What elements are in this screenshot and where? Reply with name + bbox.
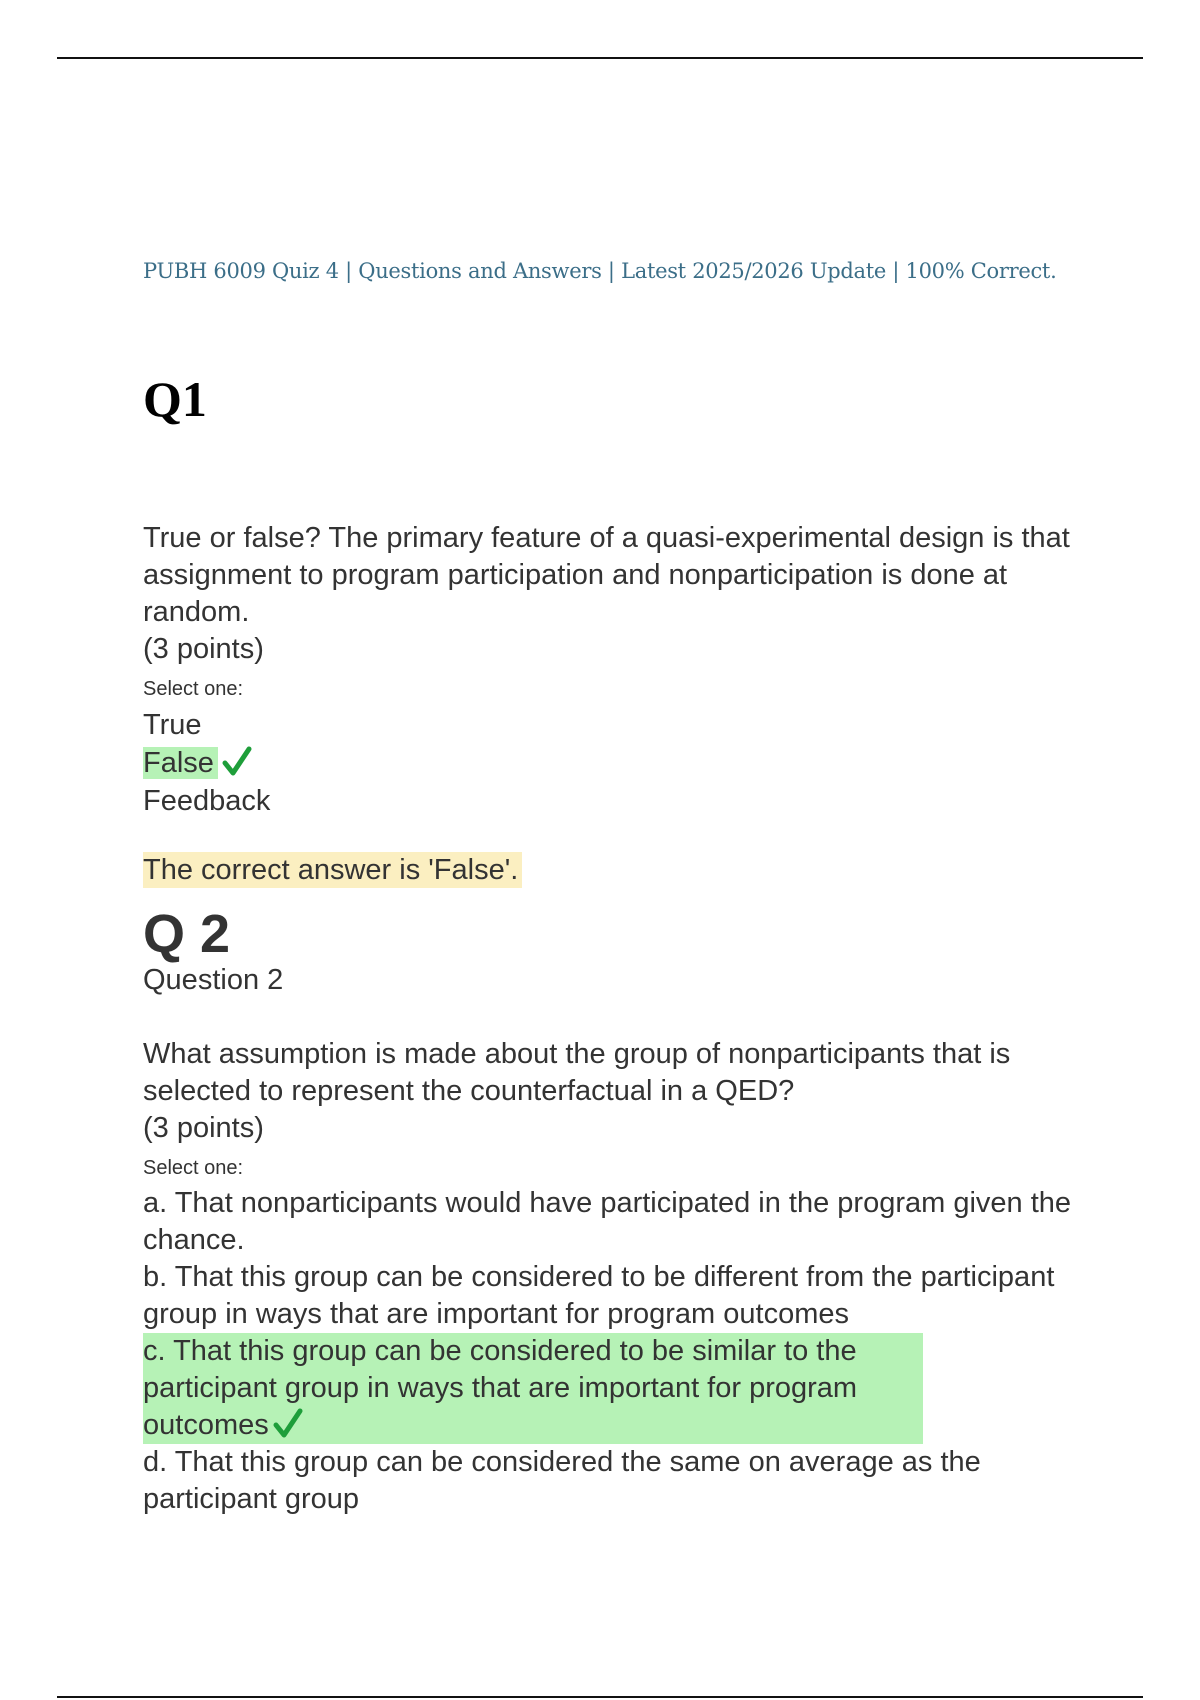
q2-option-a[interactable]: a. That nonparticipants would have participated in the program given the chance. <box>143 1187 1072 1256</box>
q2-points: (3 points) <box>143 1112 264 1144</box>
bottom-rule <box>57 1696 1143 1698</box>
q1-option-true-label: True <box>143 709 202 741</box>
q2-select-label: Select one: <box>143 1157 244 1179</box>
q2-option-c[interactable] <box>143 1333 923 1444</box>
q1-question-text: True or false? The primary feature of a quasi-experimental design is that assignment to program participation and nonparticipation is done at random. <box>143 522 1070 628</box>
top-rule <box>57 57 1143 59</box>
q2-question-text: What assumption is made about the group of nonparticipants that is selected to represent the counterfactual in a QED? <box>143 1038 1011 1107</box>
q1-option-false-label: False <box>143 747 218 779</box>
document-header: PUBH 6009 Quiz 4 | Questions and Answers | Latest 2025/2026 Update | 100% Correct. <box>143 259 1057 283</box>
q2-block <box>143 905 1078 1518</box>
q1-correct-answer-text: The correct answer is 'False'. <box>143 852 522 888</box>
q1-heading: Q1 <box>143 371 207 427</box>
check-icon <box>273 1408 303 1440</box>
check-icon <box>222 746 252 778</box>
q1-block <box>143 520 1078 889</box>
q2-option-b[interactable]: b. That this group can be considered to be different from the participant group in ways that are important for program outcomes <box>143 1261 1055 1330</box>
q1-feedback-label: Feedback <box>143 785 271 817</box>
q1-correct-answer <box>143 851 1078 889</box>
q1-option-true[interactable] <box>143 706 1078 744</box>
q2-option-d[interactable]: d. That this group can be considered the same on average as the participant group <box>143 1446 981 1515</box>
q2-subheading: Question 2 <box>143 964 284 996</box>
q1-option-false[interactable] <box>143 744 1078 782</box>
document-body <box>143 256 1078 1515</box>
q1-points: (3 points) <box>143 633 264 665</box>
q2-heading: Q 2 <box>143 904 231 964</box>
q2-option-c-label: c. That this group can be considered to be similar to the participant group in ways that are important for program outcomes <box>143 1335 858 1441</box>
q1-select-label: Select one: <box>143 678 244 700</box>
